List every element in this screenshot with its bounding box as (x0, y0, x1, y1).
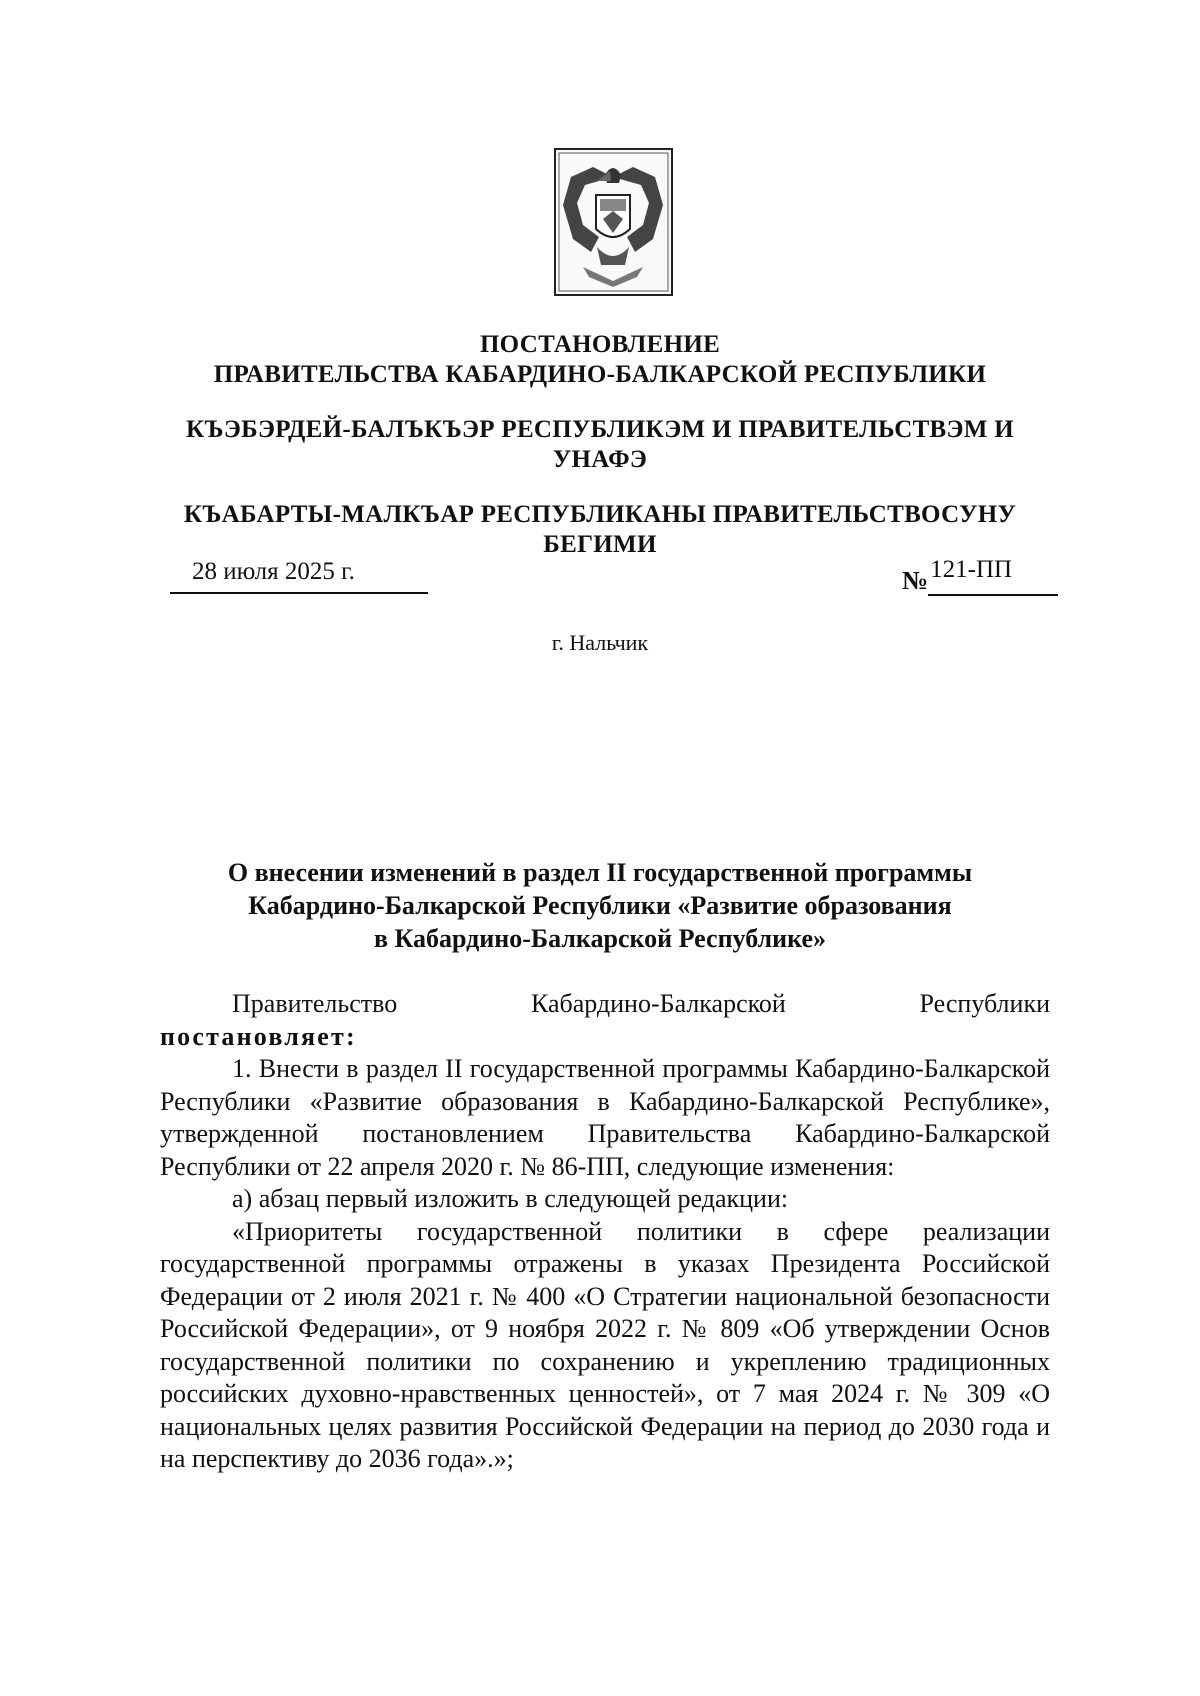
paragraph-item-1: 1. Внести в раздел II государственной программы Кабардино-Балкарской Республики «Развитие образования в Кабардино-Балкарской Республике», утвержденной постановлением Правительства Кабардино-Балкарской Республики от 22 апреля 2020 г. № 86-ПП, следующие изменения: (160, 1054, 1050, 1181)
title-line: Кабардино-Балкарской Республики «Развитие образования (248, 891, 952, 920)
document-title (0, 856, 1200, 955)
document-date: 28 июля 2025 г. (170, 558, 428, 594)
coat-of-arms-emblem (553, 147, 674, 297)
number-value: 121-ПП (928, 556, 1058, 596)
document-type-heading: ПОСТАНОВЛЕНИЕ (479, 331, 721, 358)
authority-kabardian-line2: УНАФЭ (552, 446, 648, 473)
authority-balkar-line2: БЕГИМИ (543, 531, 657, 558)
document-number (902, 556, 1058, 596)
intro-verb: постановляет: (160, 1021, 357, 1051)
intro-line: Правительство Кабардино-Балкарской Республики (232, 989, 1050, 1018)
paragraph-quote: «Приоритеты государственной политики в сфере реализации государственной программы отражены в указах Президента Российской Федерации от 2 июля 2021 г. № 400 «О Стратегии национальной безопасности Российской Федерации», от 9 ноября 2022 г. № 809 «Об утверждении Основ государственной политики по сохранению и укреплению традиционных российских духовно-нравственных ценностей», от 7 мая 2024 г. № 309 «О национальных целях развития Российской Федерации на период до 2030 года и на перспективу до 2036 года».»; (160, 1216, 1050, 1473)
paragraph-item-a: а) абзац первый изложить в следующей редакции: (232, 1184, 789, 1213)
authority-kabardian-line1: КЪЭБЭРДЕЙ-БАЛЪКЪЭР РЕСПУБЛИКЭМ И ПРАВИТЕЛЬСТВЭМ И (186, 416, 1014, 443)
authority-balkar-line1: КЪАБАРТЫ-МАЛКЪАР РЕСПУБЛИКАНЫ ПРАВИТЕЛЬСТВОСУНУ (183, 501, 1017, 528)
city: г. Нальчик (551, 630, 649, 655)
document-body (160, 988, 1050, 1476)
title-line: О внесении изменений в раздел II государственной программы (227, 858, 973, 887)
title-line: в Кабардино-Балкарской Республике» (373, 924, 827, 953)
authority-russian: ПРАВИТЕЛЬСТВА КАБАРДИНО-БАЛКАРСКОЙ РЕСПУБЛИКИ (213, 361, 987, 388)
number-sign: № (902, 566, 929, 595)
